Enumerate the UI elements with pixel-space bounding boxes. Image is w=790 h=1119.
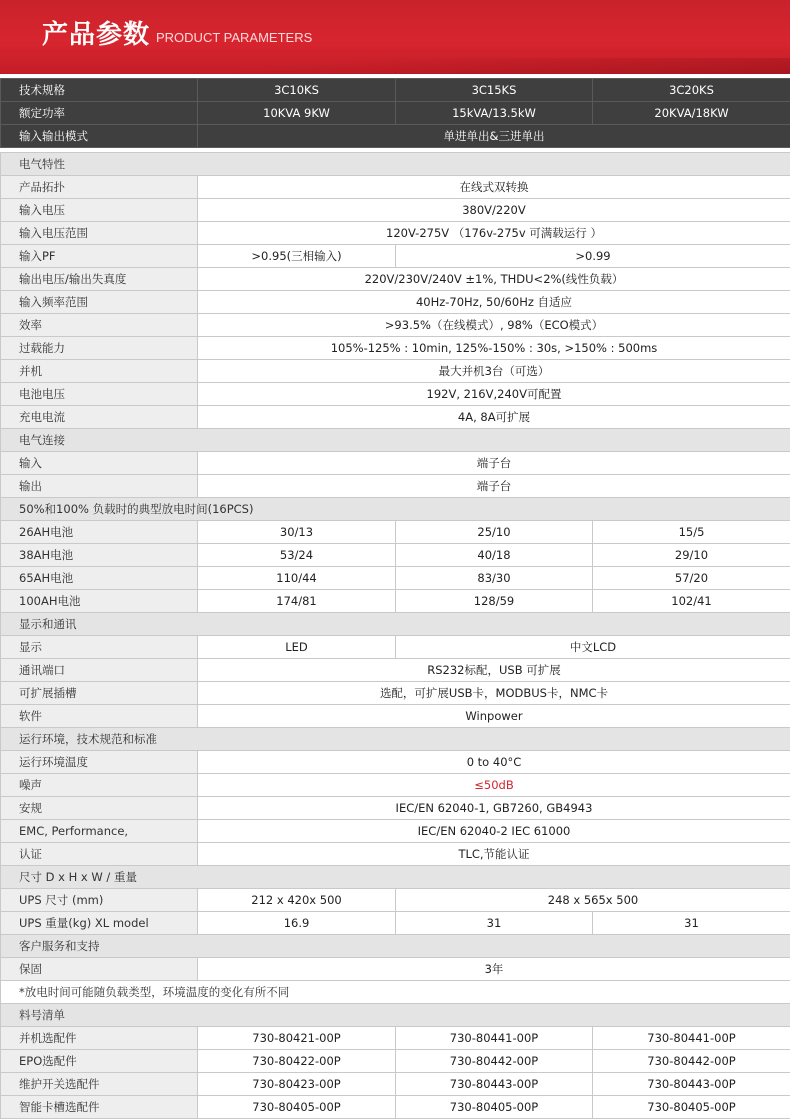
row-label: 显示 bbox=[1, 636, 198, 659]
section-title: 客户服务和支持 bbox=[1, 935, 790, 958]
row-value: 730-80443-00P bbox=[396, 1073, 593, 1096]
section-header-row bbox=[1, 429, 790, 452]
row-label: 维护开关选配件 bbox=[1, 1073, 198, 1096]
table-row bbox=[1, 774, 790, 797]
row-value: >93.5%（在线模式）, 98%（ECO模式） bbox=[198, 314, 790, 337]
row-value: RS232标配，USB 可扩展 bbox=[198, 659, 790, 682]
row-value: 最大并机3台（可选） bbox=[198, 360, 790, 383]
row-value: 53/24 bbox=[198, 544, 396, 567]
row-value: 248 x 565x 500 bbox=[396, 889, 790, 912]
section-title: 电气特性 bbox=[1, 153, 790, 176]
table-row bbox=[1, 199, 790, 222]
row-label: 38AH电池 bbox=[1, 544, 198, 567]
section-header-row bbox=[1, 935, 790, 958]
section-header-row bbox=[1, 498, 790, 521]
section-title: 电气连接 bbox=[1, 429, 790, 452]
table-row bbox=[1, 406, 790, 429]
table-row bbox=[1, 521, 790, 544]
table-row bbox=[1, 797, 790, 820]
row-value: 31 bbox=[593, 912, 790, 935]
section-header-row bbox=[1, 613, 790, 636]
row-value: 730-80423-00P bbox=[198, 1073, 396, 1096]
row-label: 保固 bbox=[1, 958, 198, 981]
row-value: 730-80405-00P bbox=[593, 1096, 790, 1119]
row-value: 16.9 bbox=[198, 912, 396, 935]
row-value: 730-80421-00P bbox=[198, 1027, 396, 1050]
row-value: 端子台 bbox=[198, 452, 790, 475]
row-label: 输出电压/输出失真度 bbox=[1, 268, 198, 291]
table-row bbox=[1, 682, 790, 705]
table-row bbox=[1, 1050, 790, 1073]
row-value: 102/41 bbox=[593, 590, 790, 613]
table-row bbox=[1, 751, 790, 774]
row-value: 730-80405-00P bbox=[198, 1096, 396, 1119]
row-value: 730-80422-00P bbox=[198, 1050, 396, 1073]
row-value: 730-80443-00P bbox=[593, 1073, 790, 1096]
row-value: 3C15KS bbox=[396, 79, 593, 102]
row-value: 110/44 bbox=[198, 567, 396, 590]
row-label: 运行环境温度 bbox=[1, 751, 198, 774]
row-value: 10KVA 9KW bbox=[198, 102, 396, 125]
row-value: 20KVA/18KW bbox=[593, 102, 790, 125]
row-value: 15kVA/13.5kW bbox=[396, 102, 593, 125]
row-label: 26AH电池 bbox=[1, 521, 198, 544]
row-value: >0.99 bbox=[396, 245, 790, 268]
row-label: 产品拓扑 bbox=[1, 176, 198, 199]
row-value: 31 bbox=[396, 912, 593, 935]
row-value: 40/18 bbox=[396, 544, 593, 567]
table-row bbox=[1, 705, 790, 728]
row-label: EMC, Performance, bbox=[1, 820, 198, 843]
footnote-text: *放电时间可能随负载类型，环境温度的变化有所不同 bbox=[1, 981, 790, 1004]
row-value: IEC/EN 62040-2 IEC 61000 bbox=[198, 820, 790, 843]
row-value: 128/59 bbox=[396, 590, 593, 613]
row-label: 安规 bbox=[1, 797, 198, 820]
row-value: 3C20KS bbox=[593, 79, 790, 102]
row-label: 过载能力 bbox=[1, 337, 198, 360]
table-row bbox=[1, 1073, 790, 1096]
table-row bbox=[1, 383, 790, 406]
row-label: 噪声 bbox=[1, 774, 198, 797]
table-row bbox=[1, 1096, 790, 1119]
section-title: 运行环境，技术规范和标准 bbox=[1, 728, 790, 751]
row-value: TLC,节能认证 bbox=[198, 843, 790, 866]
table-row bbox=[1, 291, 790, 314]
section-header-row bbox=[1, 1004, 790, 1027]
table-row bbox=[1, 475, 790, 498]
row-value: 83/30 bbox=[396, 567, 593, 590]
table-row bbox=[1, 912, 790, 935]
table-row bbox=[1, 176, 790, 199]
row-value: 选配，可扩展USB卡，MODBUS卡，NMC卡 bbox=[198, 682, 790, 705]
row-label: 技术规格 bbox=[1, 79, 198, 102]
table-row bbox=[1, 360, 790, 383]
table-row bbox=[1, 958, 790, 981]
row-value: 730-80442-00P bbox=[593, 1050, 790, 1073]
model-header-row bbox=[1, 102, 790, 125]
row-value: IEC/EN 62040-1, GB7260, GB4943 bbox=[198, 797, 790, 820]
row-value: 中文LCD bbox=[396, 636, 790, 659]
row-value: 15/5 bbox=[593, 521, 790, 544]
row-label: 输入电压 bbox=[1, 199, 198, 222]
row-label: 输入电压范围 bbox=[1, 222, 198, 245]
table-row bbox=[1, 843, 790, 866]
row-value: LED bbox=[198, 636, 396, 659]
row-value: 在线式双转换 bbox=[198, 176, 790, 199]
banner-fold-shading bbox=[0, 58, 790, 74]
spec-table-wrapper bbox=[0, 74, 790, 1119]
row-value: >0.95(三相输入) bbox=[198, 245, 396, 268]
table-row bbox=[1, 452, 790, 475]
note-row bbox=[1, 981, 790, 1004]
row-value: Winpower bbox=[198, 705, 790, 728]
table-row bbox=[1, 567, 790, 590]
row-label: 并机选配件 bbox=[1, 1027, 198, 1050]
table-row bbox=[1, 268, 790, 291]
row-label: 软件 bbox=[1, 705, 198, 728]
row-label: 100AH电池 bbox=[1, 590, 198, 613]
row-value: 730-80441-00P bbox=[593, 1027, 790, 1050]
page-title: 产品参数 bbox=[42, 14, 150, 51]
table-row bbox=[1, 314, 790, 337]
row-label: 可扩展插槽 bbox=[1, 682, 198, 705]
row-value: 端子台 bbox=[198, 475, 790, 498]
row-value: 0 to 40°C bbox=[198, 751, 790, 774]
table-row bbox=[1, 1027, 790, 1050]
row-label: 效率 bbox=[1, 314, 198, 337]
row-value: 29/10 bbox=[593, 544, 790, 567]
row-value: 25/10 bbox=[396, 521, 593, 544]
row-value: 3C10KS bbox=[198, 79, 396, 102]
row-label: 65AH电池 bbox=[1, 567, 198, 590]
row-value: 730-80441-00P bbox=[396, 1027, 593, 1050]
table-row bbox=[1, 820, 790, 843]
row-label: 电池电压 bbox=[1, 383, 198, 406]
row-label: 输入 bbox=[1, 452, 198, 475]
row-value: 30/13 bbox=[198, 521, 396, 544]
table-row bbox=[1, 337, 790, 360]
section-title: 显示和通讯 bbox=[1, 613, 790, 636]
page-subtitle: PRODUCT PARAMETERS bbox=[156, 30, 312, 45]
section-title: 料号清单 bbox=[1, 1004, 790, 1027]
section-header-row bbox=[1, 153, 790, 176]
row-value: 730-80442-00P bbox=[396, 1050, 593, 1073]
row-label: 智能卡槽选配件 bbox=[1, 1096, 198, 1119]
table-row bbox=[1, 659, 790, 682]
row-value: 220V/230V/240V ±1%, THDU<2%(线性负载） bbox=[198, 268, 790, 291]
row-value: ≤50dB bbox=[198, 774, 790, 797]
section-header-row bbox=[1, 728, 790, 751]
row-label: EPO选配件 bbox=[1, 1050, 198, 1073]
row-value: 40Hz-70Hz, 50/60Hz 自适应 bbox=[198, 291, 790, 314]
row-label: 通讯端口 bbox=[1, 659, 198, 682]
row-value: 单进单出&三进单出 bbox=[198, 125, 790, 148]
model-header-row bbox=[1, 125, 790, 148]
row-label: 输出 bbox=[1, 475, 198, 498]
row-value: 192V, 216V,240V可配置 bbox=[198, 383, 790, 406]
spec-table bbox=[0, 74, 790, 1119]
header-banner bbox=[0, 0, 790, 74]
row-label: UPS 尺寸 (mm) bbox=[1, 889, 198, 912]
row-label: 输入PF bbox=[1, 245, 198, 268]
row-value: 105%-125% : 10min, 125%-150% : 30s, >150% : 500ms bbox=[198, 337, 790, 360]
row-label: UPS 重量(kg) XL model bbox=[1, 912, 198, 935]
section-title: 尺寸 D x H x W / 重量 bbox=[1, 866, 790, 889]
row-value: 4A, 8A可扩展 bbox=[198, 406, 790, 429]
row-value: 174/81 bbox=[198, 590, 396, 613]
row-label: 额定功率 bbox=[1, 102, 198, 125]
row-label: 并机 bbox=[1, 360, 198, 383]
row-label: 输入输出模式 bbox=[1, 125, 198, 148]
table-row bbox=[1, 636, 790, 659]
row-label: 充电电流 bbox=[1, 406, 198, 429]
row-value: 3年 bbox=[198, 958, 790, 981]
table-row bbox=[1, 544, 790, 567]
row-label: 认证 bbox=[1, 843, 198, 866]
row-value: 120V-275V （176v-275v 可满载运行 ） bbox=[198, 222, 790, 245]
row-value: 380V/220V bbox=[198, 199, 790, 222]
section-title: 50%和100% 负载时的典型放电时间(16PCS) bbox=[1, 498, 790, 521]
row-label: 输入频率范围 bbox=[1, 291, 198, 314]
section-header-row bbox=[1, 866, 790, 889]
table-row bbox=[1, 222, 790, 245]
table-row bbox=[1, 245, 790, 268]
table-row bbox=[1, 590, 790, 613]
row-value: 57/20 bbox=[593, 567, 790, 590]
table-row bbox=[1, 889, 790, 912]
row-value: 212 x 420x 500 bbox=[198, 889, 396, 912]
model-header-row bbox=[1, 79, 790, 102]
row-value: 730-80405-00P bbox=[396, 1096, 593, 1119]
